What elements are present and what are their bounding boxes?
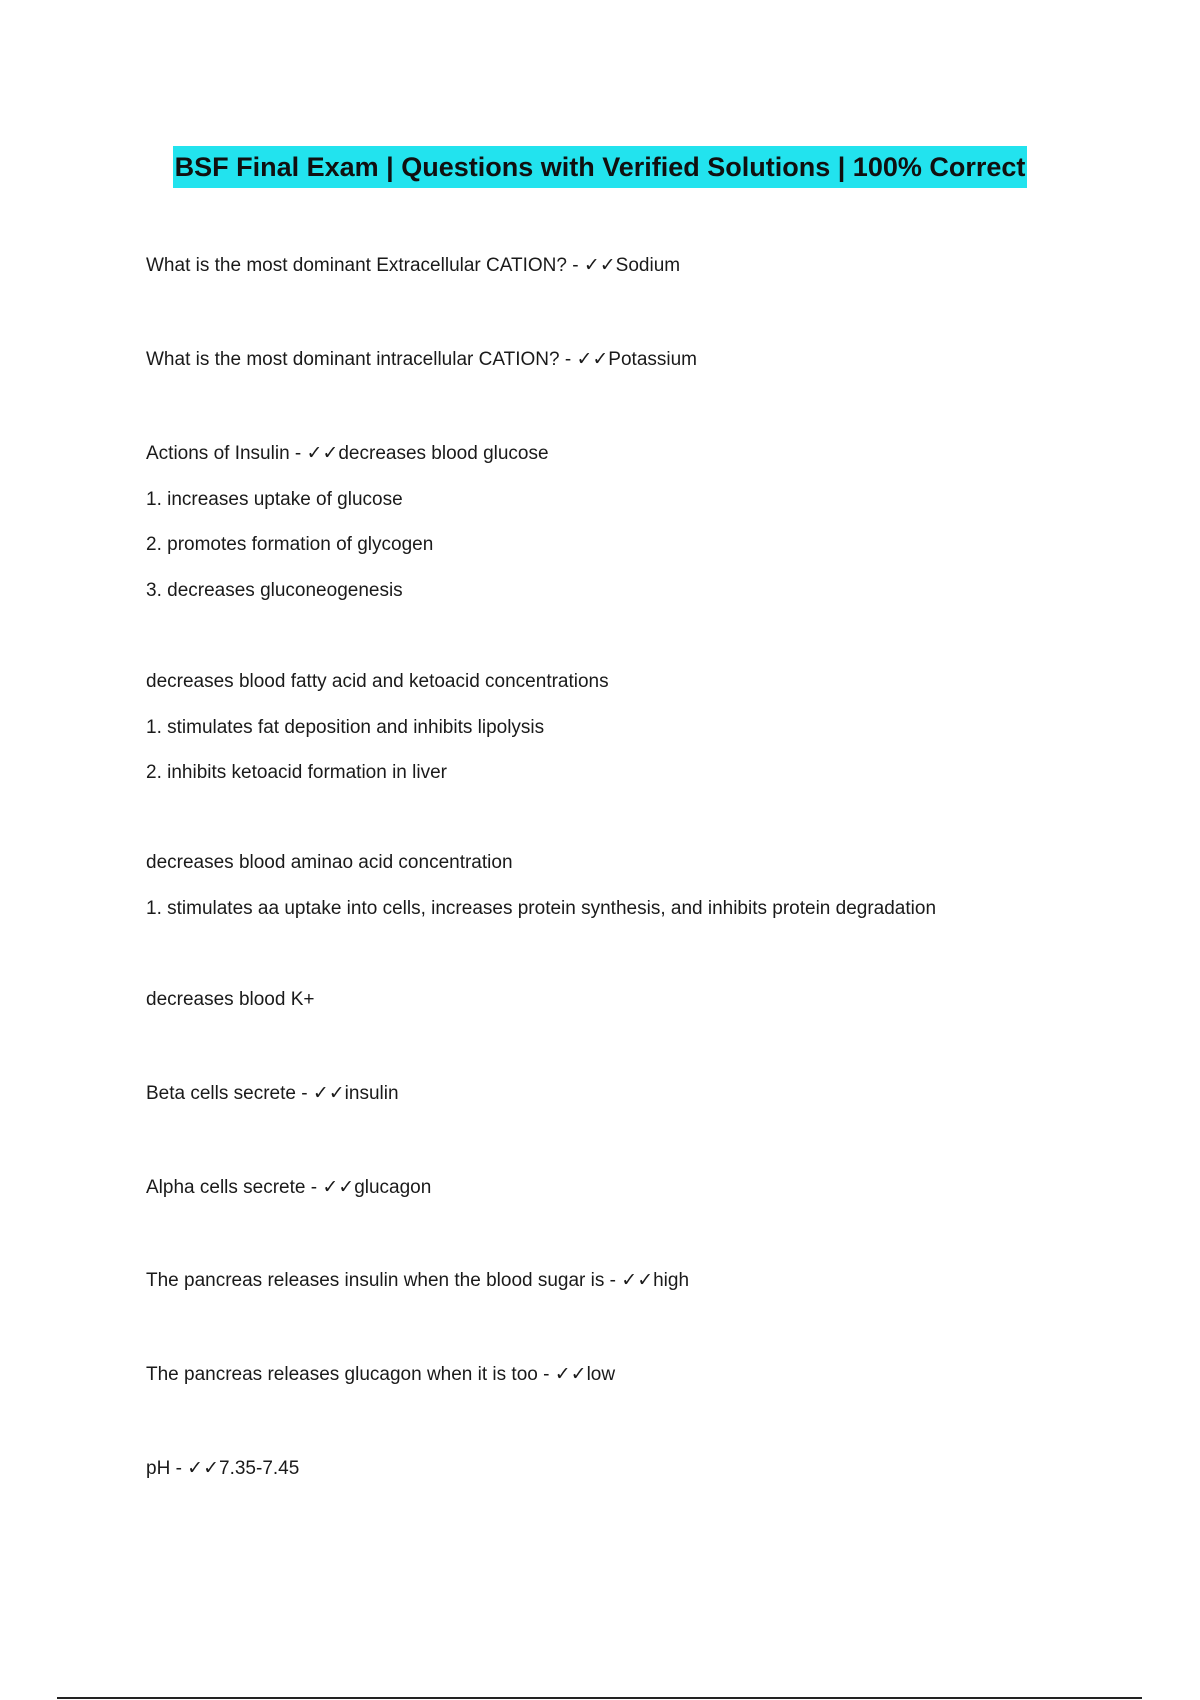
text-line-fatty-acid: decreases blood fatty acid and ketoacid concentrations bbox=[146, 671, 609, 692]
qa-line-beta-cells: Beta cells secrete - ✓✓insulin bbox=[146, 1083, 399, 1104]
qa-line-alpha-cells: Alpha cells secrete - ✓✓glucagon bbox=[146, 1177, 432, 1198]
title-wrapper bbox=[0, 146, 1200, 188]
list-item-fat-deposition: 1. stimulates fat deposition and inhibits lipolysis bbox=[146, 717, 545, 738]
text-line-blood-potassium: decreases blood K+ bbox=[146, 989, 315, 1010]
footer-divider bbox=[57, 1697, 1142, 1699]
list-item-gluconeogenesis: 3. decreases gluconeogenesis bbox=[146, 580, 403, 601]
qa-line-intracellular-cation: What is the most dominant intracellular CATION? - ✓✓Potassium bbox=[146, 349, 697, 370]
list-item-glycogen: 2. promotes formation of glycogen bbox=[146, 534, 434, 555]
list-item-uptake-glucose: 1. increases uptake of glucose bbox=[146, 489, 403, 510]
qa-line-glucagon-release: The pancreas releases glucagon when it is too - ✓✓low bbox=[146, 1364, 616, 1385]
list-item-aa-uptake: 1. stimulates aa uptake into cells, increases protein synthesis, and inhibits protein degradation bbox=[146, 898, 937, 919]
qa-line-ph: pH - ✓✓7.35-7.45 bbox=[146, 1458, 300, 1479]
list-item-ketoacid-formation: 2. inhibits ketoacid formation in liver bbox=[146, 762, 447, 783]
document-title: BSF Final Exam | Questions with Verified Solutions | 100% Correct bbox=[173, 146, 1028, 188]
text-line-amino-acid: decreases blood aminao acid concentration bbox=[146, 852, 513, 873]
qa-line-actions-of-insulin: Actions of Insulin - ✓✓decreases blood glucose bbox=[146, 443, 549, 464]
qa-line-extracellular-cation: What is the most dominant Extracellular CATION? - ✓✓Sodium bbox=[146, 255, 681, 276]
qa-line-insulin-release: The pancreas releases insulin when the blood sugar is - ✓✓high bbox=[146, 1270, 690, 1291]
